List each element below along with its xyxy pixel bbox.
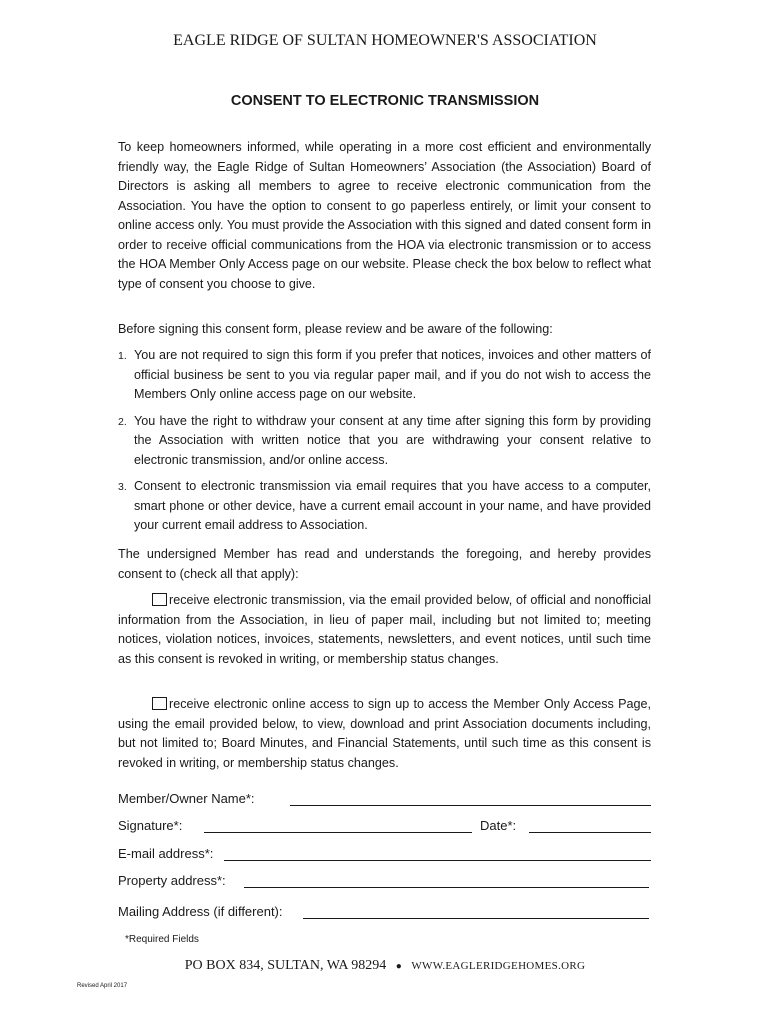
- email-label: E-mail address*:: [118, 846, 214, 861]
- mailing-address-line[interactable]: [303, 918, 649, 919]
- list-item-number: 3.: [118, 481, 127, 493]
- list-item-number: 2.: [118, 415, 127, 428]
- property-address-label: Property address*:: [118, 873, 226, 888]
- footer-address: [0, 958, 770, 974]
- disclosure-list: [118, 346, 651, 543]
- mailing-address-label: Mailing Address (if different):: [118, 904, 283, 919]
- list-item: [118, 346, 651, 405]
- date-line[interactable]: [529, 832, 651, 833]
- undersigned-paragraph: The undersigned Member has read and understands the foregoing, and hereby provides consent to (check all that apply):: [118, 547, 651, 581]
- before-signing-paragraph: Before signing this consent form, please review and be aware of the following:: [118, 322, 553, 336]
- revised-date: Revised April 2017: [77, 983, 128, 989]
- member-name-label: Member/Owner Name*:: [118, 791, 255, 806]
- required-fields-note: *Required Fields: [125, 934, 199, 945]
- footer-website: WWW.EAGLERIDGEHOMES.ORG: [411, 960, 586, 972]
- list-item-text: You have the right to withdraw your consent at any time after signing this form by providing the Association with written notice that you are withdrawing your consent relative to electronic transmission, and/or online access.: [134, 413, 651, 467]
- signature-label: Signature*:: [118, 818, 183, 833]
- list-item-text: Consent to electronic transmission via email requires that you have access to a computer, smart phone or other device, have a current email account in your name, and have provided your current email address to Association.: [134, 479, 651, 532]
- footer-po-box: PO BOX 834, SULTAN, WA 98294: [184, 958, 387, 973]
- electronic-transmission-option: [118, 591, 651, 669]
- online-access-text: receive electronic online access to sign up to access the Member Only Access Page, using the email provided below, to view, download and print Association documents including, but not limited to; Board Minutes, and Financial Statements, until such time as this consent is revoked in writing, or membership status changes.: [118, 697, 651, 770]
- electronic-transmission-text: receive electronic transmission, via the email provided below, of official and nonofficial information from the Association, in lieu of paper mail, including but not limited to; meeting notices, violation notices, invoices, statements, newsletters, and event notices, until such time as this consent is revoked in writing, or membership status changes.: [118, 593, 651, 666]
- list-item: [118, 477, 651, 536]
- signature-line[interactable]: [204, 832, 472, 833]
- page-title: CONSENT TO ELECTRONIC TRANSMISSION: [230, 93, 540, 109]
- property-address-line[interactable]: [244, 887, 649, 888]
- list-item-number: 1.: [118, 350, 127, 362]
- intro-paragraph: To keep homeowners informed, while operating in a more cost efficient and environmentally friendly way, the Eagle Ridge of Sultan Homeowners’ Association (the Association) Board of Directors is asking all members to agree to receive electronic communication from the Association. You have the option to consent to go paperless entirely, or limit your consent to online access only. You must provide the Association with this signed and dated consent form in order to receive official communications from the HOA via electronic transmission or to access the HOA Member Only Access page on our website. Please check the box below to reflect what type of consent you choose to give.: [118, 140, 651, 291]
- online-access-option: [118, 695, 651, 773]
- electronic-transmission-checkbox[interactable]: [152, 593, 167, 606]
- email-line[interactable]: [224, 860, 651, 861]
- date-label: Date*:: [480, 818, 517, 833]
- member-name-line[interactable]: [290, 805, 651, 806]
- list-item: [118, 412, 651, 471]
- bullet-separator: ●: [395, 961, 402, 972]
- online-access-checkbox[interactable]: [152, 697, 167, 710]
- list-item-text: You are not required to sign this form if you prefer that notices, invoices and other matters of official business be sent to you via regular paper mail, and if you do not wish to access the Members Only online access page on our website.: [134, 348, 651, 401]
- organization-name: EAGLE RIDGE OF SULTAN HOMEOWNER'S ASSOCIATION: [173, 32, 597, 49]
